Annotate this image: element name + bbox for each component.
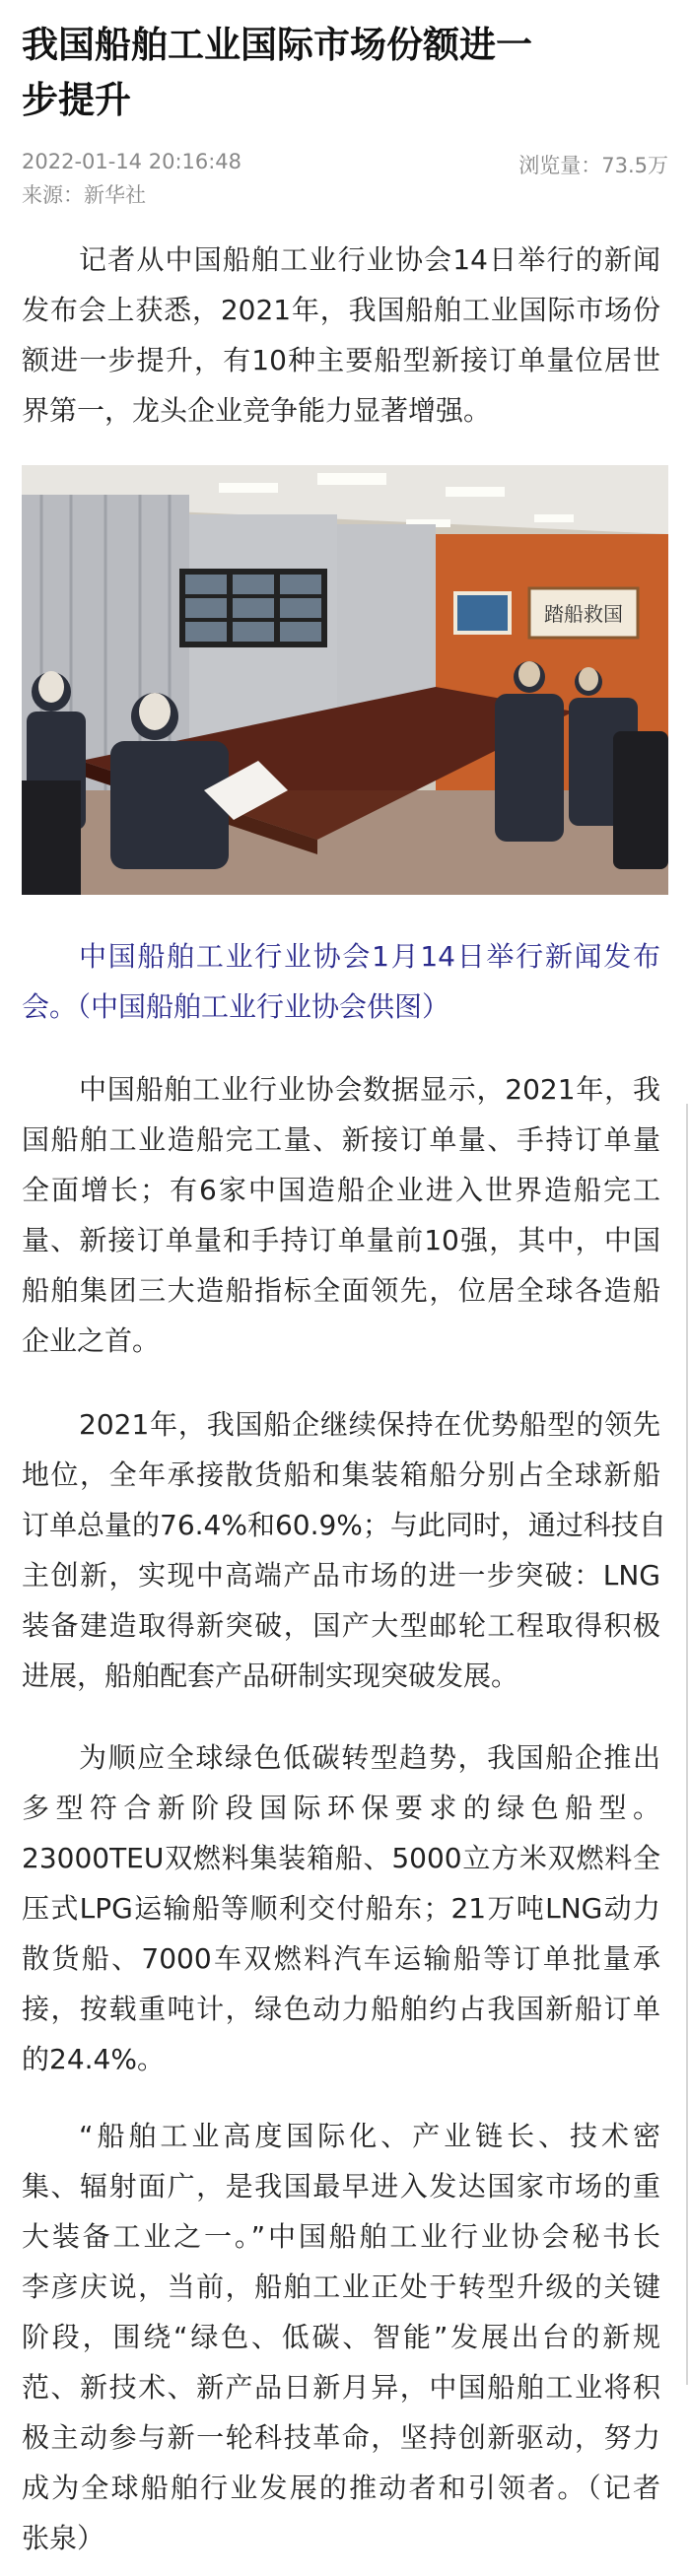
text-line: 极主动参与新一轮科技革命，坚持创新驱动，努力	[22, 2421, 660, 2454]
meta-row	[22, 150, 668, 177]
text-line: “船舶工业高度国际化、产业链长、技术密	[79, 2120, 660, 2152]
text-line: 地位，全年承接散货船和集装箱船分别占全球新船	[22, 1458, 660, 1491]
text-line: 接，按载重吨计，绿色动力船舶约占我国新船订单	[22, 1993, 660, 2025]
text-line: 范、新技术、新产品日新月异，中国船舶工业将积	[22, 2371, 660, 2404]
view-count	[518, 150, 668, 179]
text-line: 订单总量的76.4%和60.9%；与此同时，通过科技自	[22, 1509, 666, 1541]
text-line: 2021年，我国船企继续保持在优势船型的领先	[79, 1408, 660, 1441]
text-line: 集、辐射面广，是我国最早进入发达国家市场的重	[22, 2170, 660, 2203]
publish-datetime: 2022-01-14 20:16:48	[22, 150, 242, 173]
scrollbar[interactable]	[686, 1104, 688, 2385]
article-paragraph	[22, 1399, 666, 1701]
text-line: 量、新接订单量和手持订单量前10强，其中，中国	[22, 1224, 660, 1256]
text-line: 多型符合新阶段国际环保要求的绿色船型。	[22, 1792, 660, 1824]
photo-illustration	[22, 465, 668, 895]
views-label: 浏览量：	[518, 154, 602, 177]
text-line: 装备建造取得新突破，国产大型邮轮工程取得积极	[22, 1609, 660, 1642]
title-line: 我国船舶工业国际市场份额进一	[22, 24, 532, 66]
text-line: 船舶集团三大造船指标全面领先，位居全球各造船	[22, 1274, 660, 1307]
text-line: 记者从中国船舶工业行业协会14日举行的新闻	[79, 243, 660, 276]
press-conference-photo	[22, 465, 668, 895]
article-paragraph	[22, 235, 660, 436]
text-line: 企业之首。	[22, 1324, 161, 1357]
text-line: 主创新，实现中高端产品市场的进一步突破：LNG	[22, 1559, 660, 1592]
text-line: 国船舶工业造船完工量、新接订单量、手持订单量	[22, 1123, 660, 1156]
text-line: 全面增长；有6家中国造船企业进入世界造船完工	[22, 1174, 660, 1206]
text-line: 大装备工业之一。”中国船舶工业行业协会秘书长	[22, 2220, 660, 2253]
text-line: 额进一步提升，有10种主要船型新接订单量位居世	[22, 344, 660, 376]
text-line: 中国船舶工业行业协会数据显示，2021年，我	[79, 1073, 660, 1106]
photo-caption	[22, 931, 660, 1032]
title-line: 步提升	[22, 79, 131, 121]
text-line: 成为全球船舶行业发展的推动者和引领者。（记者	[22, 2472, 660, 2504]
text-line: 压式LPG运输船等顺利交付船东；21万吨LNG动力	[22, 1892, 660, 1925]
article-paragraph	[22, 1064, 660, 1366]
source: 来源：新华社	[22, 183, 146, 207]
article-paragraph	[22, 1732, 660, 2084]
wall-calligraphy: 踏船救国	[544, 602, 623, 626]
text-line: 李彦庆说，当前，船舶工业正处于转型升级的关键	[22, 2271, 660, 2303]
text-line: 阶段，围绕“绿色、低碳、智能”发展出台的新规	[22, 2321, 660, 2353]
text-line: 23000TEU双燃料集装箱船、5000立方米双燃料全	[22, 1842, 660, 1874]
text-line: 会。（中国船舶工业行业协会供图）	[22, 990, 450, 1023]
text-line: 界第一，龙头企业竞争能力显著增强。	[22, 394, 492, 427]
article-title	[22, 18, 672, 128]
text-line: 进展，船舶配套产品研制实现突破发展。	[22, 1660, 519, 1692]
article-paragraph	[22, 2111, 660, 2563]
text-line: 发布会上获悉，2021年，我国船舶工业国际市场份	[22, 294, 660, 326]
text-line: 的24.4%。	[22, 2043, 165, 2075]
text-line: 中国船舶工业行业协会1月14日举行新闻发布	[79, 940, 660, 973]
text-line: 散货船、7000车双燃料汽车运输船等订单批量承	[22, 1942, 660, 1975]
text-line: 为顺应全球绿色低碳转型趋势，我国船企推出	[79, 1741, 660, 1774]
text-line: 张泉）	[22, 2522, 105, 2554]
views-value: 73.5万	[601, 154, 668, 177]
